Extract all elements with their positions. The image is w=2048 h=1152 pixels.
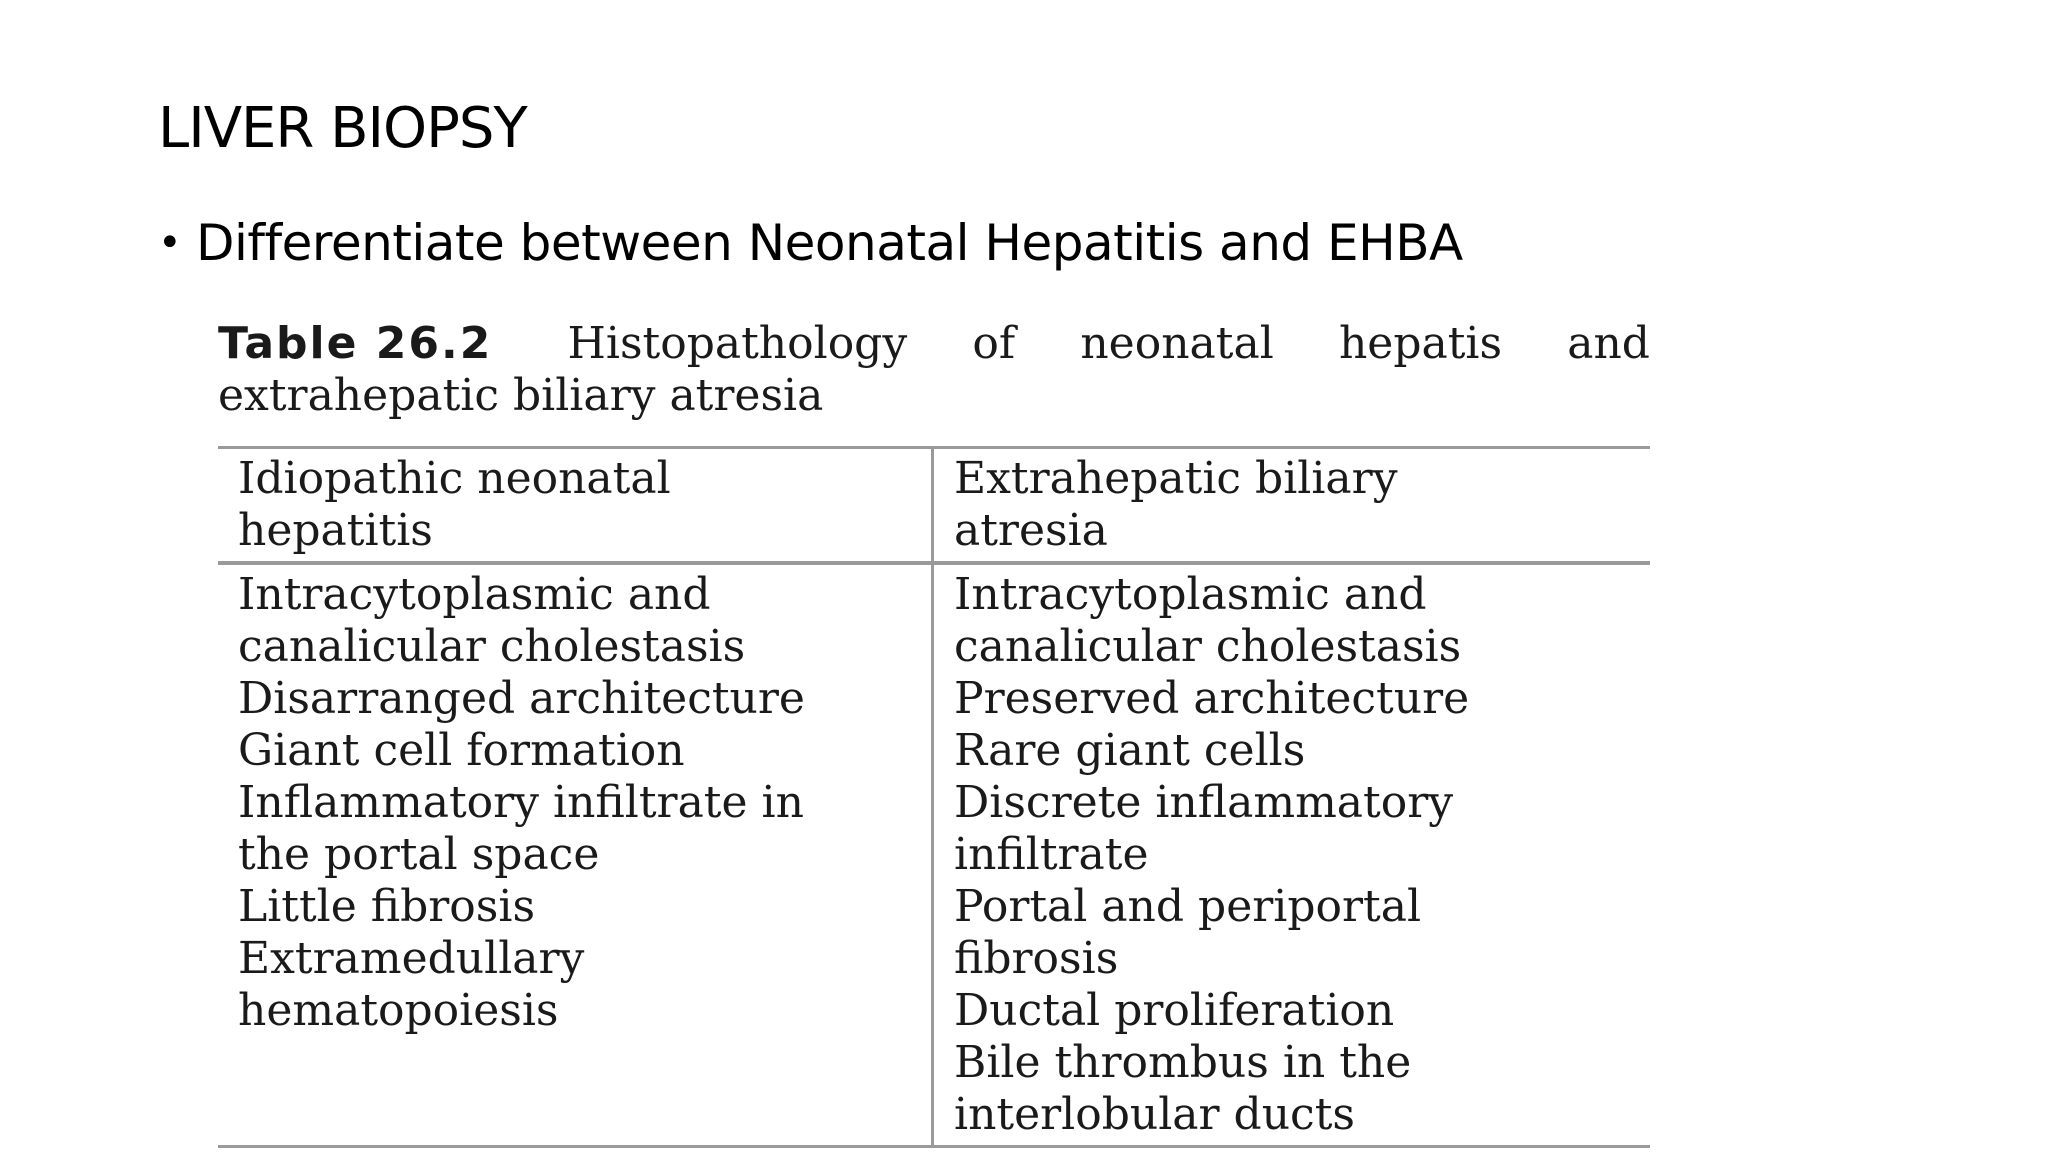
body-cell-neonatal-hepatitis (218, 565, 934, 1145)
header-line: atresia (954, 505, 1108, 556)
caption-label: Table 26.2 (218, 318, 493, 369)
header-cell-biliary-atresia (934, 449, 1650, 561)
cell-line: fibrosis (954, 933, 1119, 984)
cell-line: hematopoiesis (238, 985, 559, 1036)
caption-word: Histopathology (567, 318, 908, 369)
table-body-row (218, 565, 1650, 1145)
cell-line: Intracytoplasmic and (238, 569, 711, 620)
column-divider (931, 449, 934, 1145)
caption-word: neonatal (1080, 318, 1274, 369)
caption-line-1 (218, 318, 1650, 370)
caption-word: and (1567, 318, 1650, 369)
cell-line: Preserved architecture (954, 673, 1470, 724)
bullet-dot-icon: • (158, 220, 182, 266)
bullet-text: Differentiate between Neonatal Hepatitis and EHBA (196, 214, 1463, 272)
table-figure (218, 318, 1650, 1148)
caption-word: of (972, 318, 1016, 369)
table-header-row (218, 449, 1650, 565)
header-line: hepatitis (238, 505, 433, 556)
bullet-item (158, 214, 1463, 272)
cell-line: Giant cell formation (238, 725, 685, 776)
cell-line: interlobular ducts (954, 1089, 1355, 1140)
cell-line: infiltrate (954, 829, 1149, 880)
cell-line: Extramedullary (238, 933, 585, 984)
cell-line: the portal space (238, 829, 600, 880)
header-line: Idiopathic neonatal (238, 453, 671, 504)
cell-line: Ductal proliferation (954, 985, 1395, 1036)
table-caption (218, 318, 1650, 422)
cell-line: canalicular cholestasis (238, 621, 746, 672)
cell-line: Disarranged architecture (238, 673, 805, 724)
header-cell-neonatal-hepatitis (218, 449, 934, 561)
body-cell-biliary-atresia (934, 565, 1650, 1145)
histopathology-table (218, 446, 1650, 1148)
header-line: Extrahepatic biliary (954, 453, 1398, 504)
cell-line: Discrete inflammatory (954, 777, 1454, 828)
cell-line: Rare giant cells (954, 725, 1306, 776)
cell-line: canalicular cholestasis (954, 621, 1462, 672)
cell-line: Intracytoplasmic and (954, 569, 1427, 620)
cell-line: Little fibrosis (238, 881, 536, 932)
caption-line-2: extrahepatic biliary atresia (218, 370, 824, 421)
cell-line: Inflammatory infiltrate in (238, 777, 804, 828)
cell-line: Portal and periportal (954, 881, 1422, 932)
slide-title: LIVER BIOPSY (158, 96, 527, 161)
caption-word: hepatis (1338, 318, 1503, 369)
cell-line: Bile thrombus in the (954, 1037, 1412, 1088)
